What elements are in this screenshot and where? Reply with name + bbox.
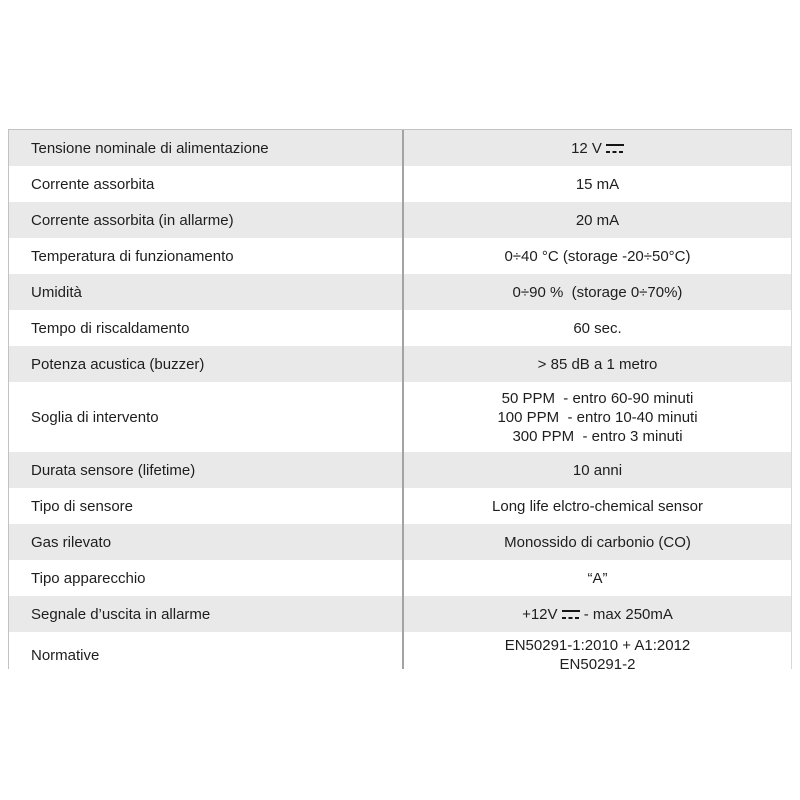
spec-value-text: EN50291-1:2010 + A1:2012 [504, 637, 691, 654]
row-soglia-intervento [9, 382, 791, 452]
spec-value-lines [497, 389, 697, 446]
spec-label: Tensione nominale di alimentazione [31, 139, 269, 157]
row-tipo-sensore [9, 488, 791, 524]
spec-value [402, 130, 791, 166]
row-normative [9, 632, 791, 669]
spec-label: Segnale d’uscita in allarme [31, 605, 211, 623]
spec-value-text: EN50291-2 [559, 656, 636, 669]
row-corrente-assorbita-allarme [9, 202, 791, 238]
spec-value [402, 632, 791, 669]
row-temperatura-funzionamento [9, 238, 791, 274]
spec-value-text: 50 PPM - entro 60-90 minuti [501, 389, 694, 407]
spec-value [402, 166, 791, 202]
spec-value-text: 0÷90 % (storage 0÷70%) [512, 283, 683, 301]
row-umidita [9, 274, 791, 310]
spec-label: Potenza acustica (buzzer) [31, 355, 205, 373]
spec-value-text: Long life elctro-chemical sensor [492, 497, 703, 515]
spec-label: Gas rilevato [31, 533, 112, 551]
spec-label: Soglia di intervento [31, 408, 159, 426]
spec-value [402, 346, 791, 382]
spec-label: Tipo di sensore [31, 497, 133, 515]
spec-value-text: +12V [522, 605, 558, 623]
row-tensione-nominale [9, 130, 791, 166]
spec-value-text: 60 sec. [573, 319, 622, 337]
spec-table [8, 129, 792, 669]
spec-value [402, 238, 791, 274]
row-potenza-acustica [9, 346, 791, 382]
spec-value-text: 12 V [571, 139, 602, 157]
spec-value-text: Monossido di carbonio (CO) [504, 533, 691, 551]
spec-value [402, 452, 791, 488]
spec-value [402, 488, 791, 524]
row-segnale-uscita [9, 596, 791, 632]
spec-value [402, 382, 791, 452]
spec-label: Tempo di riscaldamento [31, 319, 190, 337]
spec-value-lines [505, 636, 691, 669]
spec-value-text: “A” [587, 569, 608, 587]
spec-label: Umidità [31, 283, 82, 301]
row-gas-rilevato [9, 524, 791, 560]
spec-value [402, 560, 791, 596]
spec-value-text: 100 PPM - entro 10-40 minuti [497, 408, 698, 426]
spec-value [402, 524, 791, 560]
spec-value-text: 15 mA [575, 175, 620, 193]
spec-value-text: 300 PPM - entro 3 minuti [512, 427, 683, 445]
spec-value-text: > 85 dB a 1 metro [537, 355, 658, 373]
row-tipo-apparecchio [9, 560, 791, 596]
spec-label: Temperatura di funzionamento [31, 247, 234, 265]
spec-value [402, 596, 791, 632]
dc-current-icon [562, 610, 580, 619]
spec-label: Tipo apparecchio [31, 569, 146, 587]
spec-label: Durata sensore (lifetime) [31, 461, 196, 479]
spec-value [402, 310, 791, 346]
row-tempo-riscaldamento [9, 310, 791, 346]
spec-label: Corrente assorbita [31, 175, 155, 193]
spec-value [402, 202, 791, 238]
spec-value-text: 0÷40 °C (storage -20÷50°C) [504, 247, 691, 265]
dc-current-icon [606, 144, 624, 153]
spec-value [402, 274, 791, 310]
row-corrente-assorbita [9, 166, 791, 202]
spec-value-text: - max 250mA [579, 605, 673, 623]
spec-label: Corrente assorbita (in allarme) [31, 211, 234, 229]
row-durata-sensore [9, 452, 791, 488]
spec-label: Normative [31, 646, 100, 664]
spec-value-text: 10 anni [572, 461, 623, 479]
spec-value-text: 20 mA [575, 211, 620, 229]
